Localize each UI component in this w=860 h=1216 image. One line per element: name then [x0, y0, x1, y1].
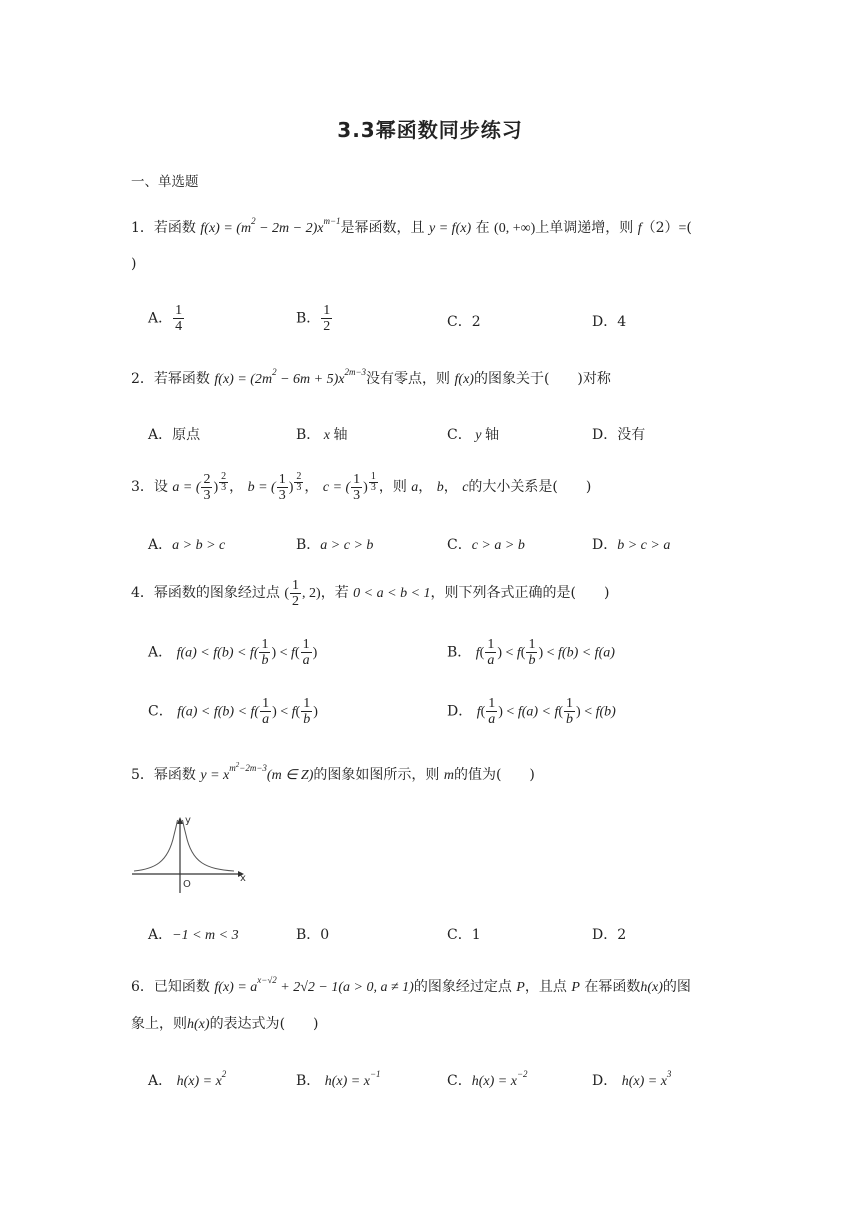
- math-expression: f(x): [454, 372, 474, 387]
- section-heading: 一、单选题: [131, 174, 199, 190]
- answer-blank: ( ): [543, 371, 583, 387]
- math-expression: $y = x^{m^2-2m-3}(m$ ∈ Z): [200, 761, 314, 783]
- option-d[interactable]: D． $h(x) = x^3$: [592, 1069, 672, 1089]
- question-number: 5．: [131, 767, 154, 783]
- question-text: 在幂函数: [584, 979, 641, 995]
- math-expression: (: [284, 586, 290, 601]
- math-expression: c = (: [322, 480, 351, 495]
- question-text: 幂函数: [153, 767, 196, 783]
- question-text: 的值为: [453, 767, 496, 783]
- question-text: ，且点: [524, 979, 567, 995]
- option-b[interactable]: B．0: [296, 927, 330, 943]
- question-4: 4．幂函数的图象经过点 ( $\frac{1}{2}$ , 2)，若 0 < a < b < 1，则下列各式正确的是( ): [131, 577, 610, 609]
- question-text: 若函数: [153, 220, 196, 236]
- question-text: ，则: [378, 479, 407, 495]
- question-text: 象上，则: [131, 1016, 187, 1032]
- question-text: 已知函数: [153, 979, 210, 995]
- math-expression: $f(x) = (m^2 - 2m - 2)x^{m-1}$: [200, 216, 341, 236]
- question-text: 没有零点，则: [366, 371, 451, 387]
- question-text: (: [686, 220, 692, 236]
- option-d[interactable]: D．没有: [592, 427, 646, 443]
- question-number: 6．: [131, 979, 154, 995]
- curve-right: [183, 820, 235, 871]
- question-text: 的图象如图所示，则: [313, 767, 440, 783]
- question-number: 4．: [131, 585, 154, 601]
- question-text: 的图: [662, 979, 691, 995]
- answer-blank: ( ): [495, 767, 535, 783]
- option-a[interactable]: A． f(a) < f(b) < f( $\frac{1}{b}$ ) < f( $\frac{1}{a}$ ): [148, 637, 318, 668]
- option-a[interactable]: A．a > b > c: [148, 537, 226, 553]
- option-d[interactable]: D．2: [592, 927, 627, 943]
- option-b[interactable]: B． $\frac{1}{2}$: [296, 303, 331, 334]
- option-d[interactable]: D．b > c > a: [592, 537, 671, 553]
- question-number: 1．: [131, 220, 154, 236]
- math-expression: f: [637, 221, 642, 236]
- option-c[interactable]: C．2: [447, 314, 481, 330]
- option-c[interactable]: C．1: [447, 927, 481, 943]
- option-a[interactable]: A．−1 < m < 3: [148, 927, 239, 943]
- option-c[interactable]: C． f(a) < f(b) < f( $\frac{1}{a}$ ) < f( $\frac{1}{b}$ ): [148, 696, 318, 727]
- question-number: 2．: [131, 371, 154, 387]
- math-expression: (0, +∞): [494, 221, 536, 236]
- question-text: 是幂函数，且: [340, 220, 425, 236]
- question-5: 5．幂函数 $y = x^{m^2-2m-3}(m$ ∈ Z)的图象如图所示，则 m的值为( ): [131, 761, 535, 783]
- question-text: 设: [153, 479, 168, 495]
- option-b[interactable]: B． $h(x) = x^{-1}$: [296, 1069, 381, 1089]
- curve-left: [134, 820, 178, 871]
- option-d[interactable]: D． f( $\frac{1}{a}$ ) < f(a) < f( $\frac{1}{b}$ ) < f(b): [447, 696, 616, 727]
- option-b[interactable]: B． f( $\frac{1}{a}$ ) < f( $\frac{1}{b}$ ) < f(b) < f(a): [447, 637, 615, 668]
- question-3: 3．设 a = ( $\frac{2}{3}$ ) $\frac{2}{3}$ ， b = ( $\frac{1}{3}$ ) $\frac{2}{3}$ ， c = ( $\frac{1}{3}$ ) $\frac{1}{3}$ ，则 a， b， c的大小关系是( ): [131, 471, 592, 503]
- math-expression: $f(x) = (2m^2 - 6m + 5)x^{2m-3}$: [214, 367, 367, 387]
- power-function-graph: [130, 815, 250, 895]
- origin-label: O: [183, 879, 191, 890]
- question-2: [131, 369, 611, 390]
- question-1: [131, 218, 692, 239]
- question-text: 对称: [582, 371, 611, 387]
- question-text: 的图象关于: [473, 371, 544, 387]
- question-6-continued: 象上，则h(x)的表达式为( ): [131, 1016, 319, 1032]
- math-symbol: =: [678, 221, 687, 236]
- option-c[interactable]: C． y 轴: [447, 427, 499, 443]
- math-expression: y = f(x): [429, 221, 472, 236]
- question-text: 上单调递增，则: [535, 220, 634, 236]
- math-expression: $f(x) = a^{x-√2} + 2√2 - 1(a > 0$, a ≠ 1): [214, 975, 414, 995]
- answer-blank: ( ): [570, 585, 610, 601]
- question-text: 的图象经过定点: [413, 979, 512, 995]
- answer-blank: ( ): [279, 1016, 319, 1032]
- answer-blank: ( ): [552, 479, 592, 495]
- question-text: 若幂函数: [153, 371, 210, 387]
- question-text: 的表达式为: [209, 1016, 280, 1032]
- option-d[interactable]: D．4: [592, 314, 627, 330]
- option-b[interactable]: B．a > c > b: [296, 537, 374, 553]
- question-number: 3．: [131, 479, 154, 495]
- x-axis-label: x: [240, 873, 246, 884]
- question-6: 6．已知函数 $f(x) = a^{x-√2} + 2√2 - 1(a > 0$, a ≠ 1)的图象经过定点 P，且点 P 在幂函数h(x)的图: [131, 975, 691, 995]
- math-expression: a = (: [172, 480, 201, 495]
- option-c[interactable]: C．c > a > b: [447, 537, 525, 553]
- option-b[interactable]: B． x 轴: [296, 427, 348, 443]
- option-a[interactable]: A． $h(x) = x^2$: [148, 1069, 227, 1089]
- option-a[interactable]: A． $\frac{1}{4}$: [148, 303, 183, 334]
- y-axis-label: y: [185, 815, 191, 826]
- math-expression: b = (: [247, 480, 276, 495]
- question-text: （2）: [641, 220, 679, 236]
- option-c[interactable]: C．$h(x) = x^{-2}$: [447, 1069, 528, 1089]
- question-text: 的大小关系是: [468, 479, 553, 495]
- question-text: ，若: [320, 585, 349, 601]
- question-text: 在: [475, 220, 490, 236]
- option-a[interactable]: A．原点: [148, 427, 201, 443]
- question-text: 幂函数的图象经过点: [153, 585, 280, 601]
- math-expression: 0 < a < b < 1: [353, 586, 431, 601]
- page-title: 3.3幂函数同步练习: [337, 118, 523, 142]
- question-1-continued: ): [131, 256, 137, 272]
- question-text: ，则下列各式正确的是: [430, 585, 571, 601]
